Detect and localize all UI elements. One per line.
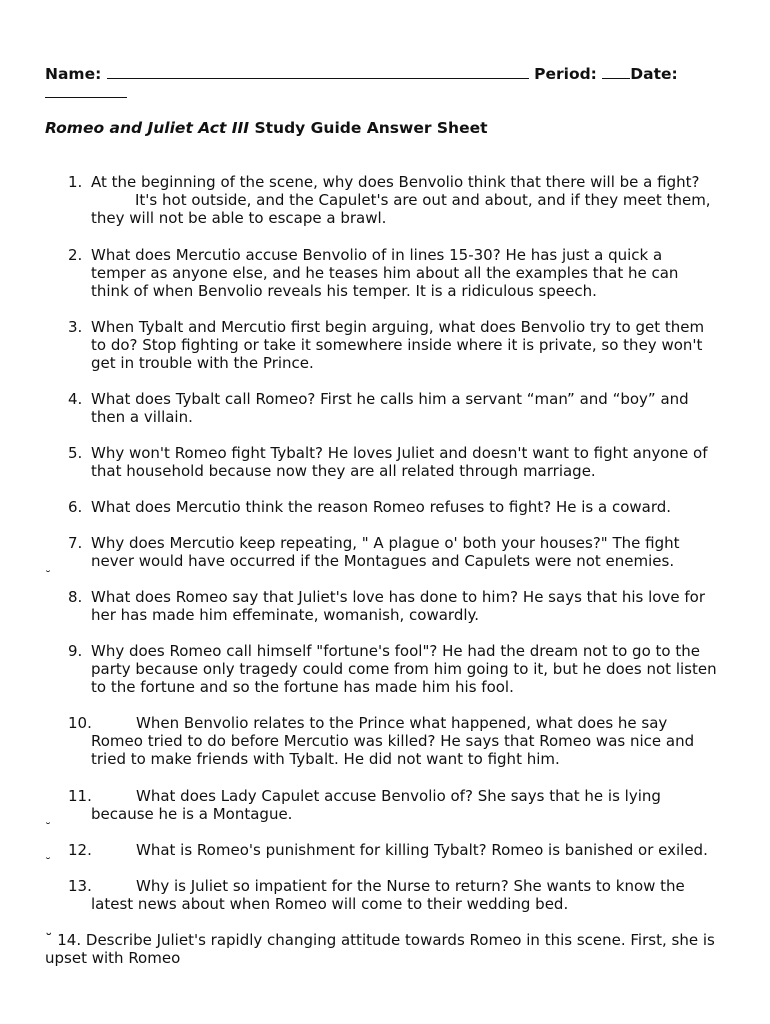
question-text: What does Tybalt call Romeo? First he calls him a servant “man” and “boy” and then a villain. (91, 390, 689, 426)
final-question: ˘ 14. Describe Juliet's rapidly changing attitude towards Romeo in this scene. First, she is upset with Romeo (45, 931, 715, 967)
question-text: What is Romeo's punishment for killing Tybalt? Romeo is banished or exiled. (136, 841, 708, 859)
title-play-name: Romeo and Juliet Act III (45, 119, 250, 137)
question-number: 10. (68, 714, 92, 732)
question-number: 3. (68, 318, 83, 336)
question-number: 6. (68, 498, 83, 516)
question-text: Why won't Romeo fight Tybalt? He loves Juliet and doesn't want to fight anyone of that household because now they are all related through marriage. (91, 444, 708, 480)
question-text: What does Lady Capulet accuse Benvolio of? She says that he is lying because he is a Montague. (91, 787, 661, 823)
question-text: When Benvolio relates to the Prince what happened, what does he say Romeo tried to do before Mercutio was killed? He says that Romeo was nice and tried to make friends with Tybalt. He did not want to fight him. (91, 714, 695, 768)
question-text: What does Mercutio accuse Benvolio of in lines 15-30? He has just a quick a temper as anyone else, and he teases him about all the examples that he can think of when Benvolio reveals his temper. It is a ridiculous speech. (91, 246, 679, 300)
question-text: Why does Mercutio keep repeating, " A plague o' both your houses?" The fight never would have occurred if the Montagues and Capulets were not enemies. (91, 534, 680, 570)
date-blank (45, 83, 127, 98)
question-number: 12. (68, 841, 92, 859)
question-text: Why is Juliet so impatient for the Nurse to return? She wants to know the latest news about when Romeo will come to their wedding bed. (91, 877, 685, 913)
question-text: What does Mercutio think the reason Romeo refuses to fight? He is a coward. (91, 498, 672, 516)
question-number: 13. (68, 877, 92, 895)
question-text: At the beginning of the scene, why does Benvolio think that there will be a fight? It's hot outside, and the Capulet's are out and about, and if they meet them, they will not be able to escape a brawl. (91, 173, 711, 227)
question-text: What does Romeo say that Juliet's love has done to him? He says that his love for her has made him effeminate, womanish, cowardly. (91, 588, 705, 624)
period-label: Period: (534, 65, 597, 83)
name-blank (107, 64, 529, 79)
question-number: 8. (68, 588, 83, 606)
question-number: 5. (68, 444, 83, 462)
caret-mark: ˘ (45, 821, 51, 835)
date-label: Date: (630, 65, 678, 83)
title-rest: Study Guide Answer Sheet (254, 119, 488, 137)
caret-mark: ˘ (45, 569, 51, 583)
question-text: Why does Romeo call himself "fortune's fool"? He had the dream not to go to the party because only tragedy could come from him going to it, but he does not listen to the fortune and so the fortune has made him his fool. (91, 642, 717, 696)
question-number: 4. (68, 390, 83, 408)
question-number: 1. (68, 173, 83, 191)
caret-mark: ˘ (45, 856, 51, 870)
document-title (45, 119, 735, 137)
header-fields (45, 64, 735, 102)
name-label: Name: (45, 65, 102, 83)
question-number: 7. (68, 534, 83, 552)
question-text: When Tybalt and Mercutio first begin arguing, what does Benvolio try to get them to do? Stop fighting or take it somewhere inside where it is private, so they won't get in trouble with the Prince. (91, 318, 705, 372)
question-number: 11. (68, 787, 92, 805)
period-blank (602, 64, 630, 79)
question-number: 2. (68, 246, 83, 264)
question-number: 9. (68, 642, 83, 660)
